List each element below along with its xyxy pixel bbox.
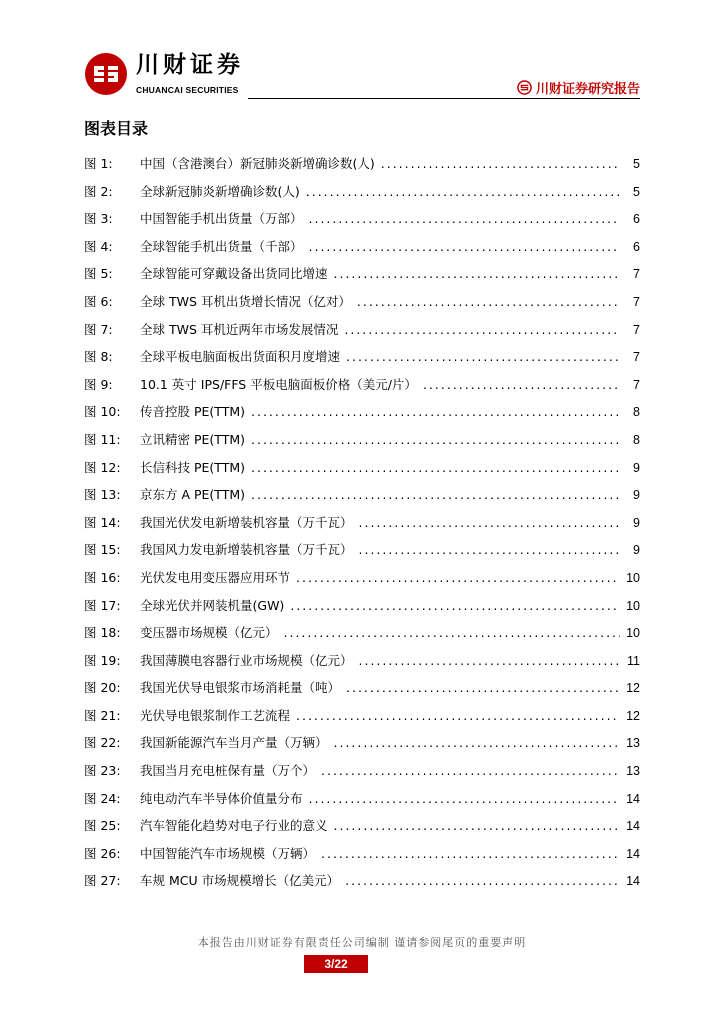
toc-entry-label: 图 8: — [84, 349, 113, 365]
toc-entry-text: 全球 TWS 耳机近两年市场发展情况 — [140, 321, 339, 337]
toc-entry-text: 光伏导电银浆制作工艺流程 — [140, 707, 291, 723]
toc-entry-label: 图 6: — [84, 293, 113, 309]
toc-entry-page: 10 — [626, 598, 640, 613]
toc-entry-text: 中国（含港澳台）新冠肺炎新增确诊数(人) — [140, 156, 375, 171]
page-header — [84, 44, 640, 100]
toc-entry-text: 中国智能手机出货量（万部） — [140, 211, 303, 227]
toc-entry-label: 图 11: — [84, 431, 121, 447]
toc-leader-dots — [251, 481, 620, 509]
toc-entry-label: 图 20: — [84, 680, 121, 696]
toc-entry-page: 12 — [626, 708, 640, 723]
company-name-en: CHUANCAI SECURITIES — [136, 85, 239, 95]
toc-entry[interactable] — [84, 509, 640, 537]
toc-entry-text: 汽车智能化趋势对电子行业的意义 — [140, 818, 328, 834]
toc-entry[interactable] — [84, 785, 640, 813]
footer-disclaimer: 本报告由川财证券有限责任公司编制 谨请参阅尾页的重要声明 — [197, 936, 527, 949]
toc-entry[interactable] — [84, 536, 640, 564]
toc-leader-dots — [309, 785, 620, 813]
toc-entry-label: 图 18: — [84, 625, 121, 641]
toc-entry-text: 变压器市场规模（亿元） — [140, 625, 278, 641]
toc-entry-text: 纯电动汽车半导体价值量分布 — [140, 790, 303, 806]
toc-entry-text: 我国薄膜电容器行业市场规模（亿元） — [140, 652, 353, 668]
toc-entry-label: 图 5: — [84, 266, 113, 282]
toc-leader-dots — [359, 509, 620, 537]
toc-entry[interactable] — [84, 205, 640, 233]
toc-entry[interactable] — [84, 564, 640, 592]
toc-entry-label: 图 15: — [84, 542, 121, 558]
toc-leader-dots — [359, 536, 620, 564]
toc-leader-dots — [334, 260, 620, 288]
toc-entry-label: 图 16: — [84, 569, 121, 585]
toc-entry-label: 图 14: — [84, 514, 121, 530]
toc-entry-label: 图 23: — [84, 763, 121, 779]
toc-entry-page: 10 — [626, 570, 640, 585]
toc-entry[interactable] — [84, 288, 640, 316]
toc-entry-label: 图 4: — [84, 238, 113, 254]
toc-entry-text: 我国当月充电桩保有量（万个） — [140, 763, 316, 779]
toc-entry-label: 图 26: — [84, 845, 121, 861]
toc-leader-dots — [359, 647, 620, 675]
toc-entry-label: 图 17: — [84, 597, 121, 613]
toc-entry[interactable] — [84, 260, 640, 288]
toc-entry-page: 9 — [633, 515, 640, 530]
toc-leader-dots — [321, 757, 620, 785]
toc-entry[interactable] — [84, 178, 640, 206]
toc-entry[interactable] — [84, 371, 640, 399]
toc-entry-label: 图 22: — [84, 735, 121, 751]
page-number-badge: 3/22 — [304, 955, 368, 973]
toc-entry-label: 图 13: — [84, 487, 121, 503]
toc-leader-dots — [306, 178, 620, 206]
toc-entry-label: 图 21: — [84, 707, 121, 723]
toc-entry-page: 14 — [626, 874, 640, 889]
toc-entry-text: 全球智能手机出货量（千部） — [140, 238, 303, 254]
toc-entry-page: 7 — [633, 377, 640, 392]
toc-entry-text: 全球智能可穿戴设备出货同比增速 — [140, 266, 328, 282]
toc-entry-page: 8 — [633, 432, 640, 447]
toc-entry-text: 我国风力发电新增装机容量（万千瓦） — [140, 542, 353, 558]
toc-entry-text: 全球 TWS 耳机出货增长情况（亿对） — [140, 293, 351, 309]
toc-entry[interactable] — [84, 619, 640, 647]
toc-entry-page: 6 — [633, 212, 640, 227]
chuancai-small-logo-icon — [517, 80, 532, 95]
toc-entry[interactable] — [84, 729, 640, 757]
toc-entry-page: 5 — [633, 184, 640, 199]
toc-entry[interactable] — [84, 812, 640, 840]
toc-leader-dots — [346, 343, 620, 371]
toc-entry[interactable] — [84, 150, 640, 178]
toc-entry-page: 7 — [633, 322, 640, 337]
toc-entry[interactable] — [84, 840, 640, 868]
toc-entry-page: 8 — [633, 405, 640, 420]
toc-leader-dots — [251, 398, 620, 426]
toc-entry-label: 图 24: — [84, 790, 121, 806]
toc-entry[interactable] — [84, 316, 640, 344]
toc-leader-dots — [321, 840, 620, 868]
toc-entry-label: 图 3: — [84, 211, 113, 227]
toc-entry-page: 10 — [626, 626, 640, 641]
toc-list — [84, 150, 640, 895]
toc-entry-page: 13 — [626, 736, 640, 751]
toc-entry-text: 全球平板电脑面板出货面积月度增速 — [140, 349, 341, 365]
toc-entry-page: 11 — [627, 653, 640, 668]
toc-entry-page: 7 — [633, 294, 640, 309]
report-label-group — [517, 78, 640, 96]
toc-leader-dots — [251, 454, 620, 482]
toc-entry-page: 13 — [626, 764, 640, 779]
toc-entry-page: 6 — [633, 239, 640, 254]
header-divider — [248, 98, 640, 99]
toc-entry-text: 我国光伏导电银浆市场消耗量（吨） — [140, 680, 341, 696]
toc-entry-page: 9 — [633, 460, 640, 475]
toc-entry-label: 图 25: — [84, 818, 121, 834]
toc-entry-page: 5 — [633, 157, 640, 171]
toc-entry[interactable] — [84, 426, 640, 454]
toc-entry-label: 图 7: — [84, 321, 113, 337]
toc-entry-text: 长信科技 PE(TTM) — [140, 459, 245, 475]
toc-leader-dots — [345, 867, 620, 895]
toc-entry[interactable] — [84, 343, 640, 371]
toc-entry-text: 光伏发电用变压器应用环节 — [140, 569, 291, 585]
toc-entry[interactable] — [84, 233, 640, 261]
toc-entry-text: 全球新冠肺炎新增确诊数(人) — [140, 183, 300, 199]
toc-entry-page: 14 — [626, 819, 640, 834]
toc-leader-dots — [296, 702, 620, 730]
toc-leader-dots — [357, 288, 620, 316]
toc-entry[interactable] — [84, 647, 640, 675]
toc-entry-text: 中国智能汽车市场规模（万辆） — [140, 845, 316, 861]
toc-entry-page: 12 — [626, 681, 640, 696]
toc-leader-dots — [381, 150, 620, 178]
chuancai-logo-icon — [84, 52, 128, 96]
toc-entry-page: 9 — [633, 543, 640, 558]
toc-entry-text: 立讯精密 PE(TTM) — [140, 431, 245, 447]
toc-entry-page: 14 — [626, 791, 640, 806]
toc-entry[interactable] — [84, 867, 640, 895]
toc-leader-dots — [346, 674, 620, 702]
toc-entry-label: 图 9: — [84, 376, 113, 392]
toc-entry-label: 图 12: — [84, 459, 121, 475]
toc-leader-dots — [309, 233, 620, 261]
toc-entry-page: 7 — [633, 350, 640, 365]
toc-entry-label: 图 10: — [84, 404, 121, 420]
toc-leader-dots — [344, 316, 620, 344]
toc-leader-dots — [296, 564, 620, 592]
toc-leader-dots — [251, 426, 620, 454]
toc-entry-page: 9 — [633, 488, 640, 503]
toc-entry[interactable] — [84, 481, 640, 509]
toc-entry-text: 京东方 A PE(TTM) — [140, 487, 246, 503]
toc-entry-page: 14 — [626, 846, 640, 861]
company-name-cn: 川财证券 — [136, 51, 244, 78]
toc-entry[interactable] — [84, 674, 640, 702]
toc-entry[interactable] — [84, 702, 640, 730]
toc-entry-text: 车规 MCU 市场规模增长（亿美元） — [140, 873, 340, 889]
toc-entry-page: 7 — [633, 267, 640, 282]
toc-entry-text: 10.1 英寸 IPS/FFS 平板电脑面板价格（美元/片） — [140, 376, 417, 392]
toc-entry-text: 我国新能源汽车当月产量（万辆） — [140, 735, 328, 751]
toc-entry-text: 我国光伏发电新增装机容量（万千瓦） — [140, 514, 353, 530]
toc-leader-dots — [334, 812, 620, 840]
toc-entry-label: 图 19: — [84, 652, 121, 668]
toc-entry-label: 图 27: — [84, 873, 121, 889]
toc-entry-label: 图 1: — [84, 156, 113, 171]
report-label: 川财证券研究报告 — [535, 81, 640, 97]
toc-entry[interactable] — [84, 592, 640, 620]
toc-entry[interactable] — [84, 398, 640, 426]
toc-leader-dots — [334, 729, 620, 757]
toc-leader-dots — [290, 592, 620, 620]
toc-leader-dots — [309, 205, 620, 233]
toc-leader-dots — [284, 619, 620, 647]
toc-entry[interactable] — [84, 454, 640, 482]
toc-entry-text: 传音控股 PE(TTM) — [140, 404, 245, 420]
toc-title: 图表目录 — [84, 119, 149, 138]
toc-entry[interactable] — [84, 757, 640, 785]
toc-leader-dots — [423, 371, 620, 399]
toc-entry-label: 图 2: — [84, 183, 113, 199]
toc-entry-text: 全球光伏并网装机量(GW) — [140, 597, 285, 613]
